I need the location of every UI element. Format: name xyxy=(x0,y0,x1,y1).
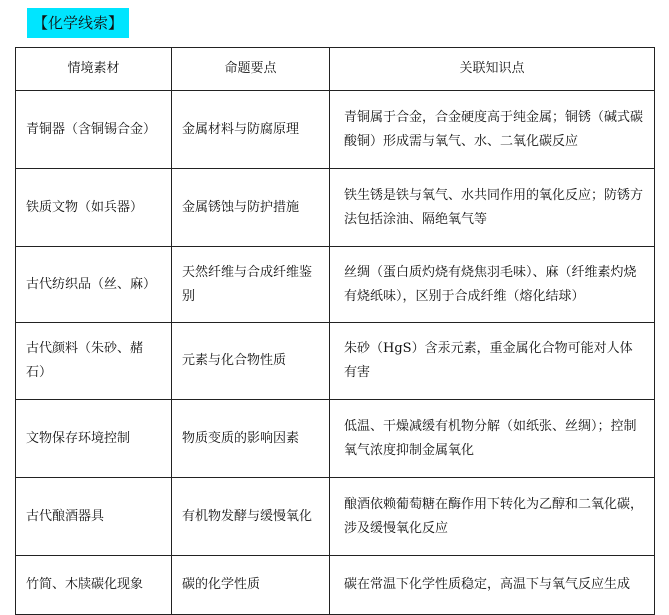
cell-material: 古代颜料（朱砂、赭石） xyxy=(16,323,172,400)
table-row xyxy=(16,400,655,478)
cell-material: 古代酿酒器具 xyxy=(16,478,172,556)
table-row xyxy=(16,91,655,169)
section-heading: 【化学线索】 xyxy=(27,8,129,38)
cell-point: 元素与化合物性质 xyxy=(172,323,330,400)
table-row xyxy=(16,478,655,556)
header-knowledge: 关联知识点 xyxy=(330,48,655,91)
cell-point: 碳的化学性质 xyxy=(172,556,330,615)
header-point: 命题要点 xyxy=(172,48,330,91)
cell-point: 物质变质的影响因素 xyxy=(172,400,330,478)
cell-knowledge: 青铜属于合金，合金硬度高于纯金属；铜锈（碱式碳酸铜）形成需与氧气、水、二氧化碳反应 xyxy=(330,91,655,169)
cell-material: 竹简、木牍碳化现象 xyxy=(16,556,172,615)
cell-material: 古代纺织品（丝、麻） xyxy=(16,247,172,323)
cell-knowledge: 铁生锈是铁与氧气、水共同作用的氧化反应；防锈方法包括涂油、隔绝氧气等 xyxy=(330,169,655,247)
cell-knowledge: 酿酒依赖葡萄糖在酶作用下转化为乙醇和二氧化碳，涉及缓慢氧化反应 xyxy=(330,478,655,556)
knowledge-table xyxy=(15,47,655,615)
cell-knowledge: 碳在常温下化学性质稳定，高温下与氧气反应生成 xyxy=(330,556,655,615)
cell-point: 有机物发酵与缓慢氧化 xyxy=(172,478,330,556)
cell-material: 铁质文物（如兵器） xyxy=(16,169,172,247)
cell-material: 青铜器（含铜锡合金） xyxy=(16,91,172,169)
cell-knowledge: 朱砂（HgS）含汞元素，重金属化合物可能对人体有害 xyxy=(330,323,655,400)
cell-point: 金属材料与防腐原理 xyxy=(172,91,330,169)
cell-knowledge: 低温、干燥减缓有机物分解（如纸张、丝绸）；控制氧气浓度抑制金属氧化 xyxy=(330,400,655,478)
table-row xyxy=(16,323,655,400)
table-header-row xyxy=(16,48,655,91)
cell-point: 金属锈蚀与防护措施 xyxy=(172,169,330,247)
cell-material: 文物保存环境控制 xyxy=(16,400,172,478)
cell-knowledge: 丝绸（蛋白质灼烧有烧焦羽毛味）、麻（纤维素灼烧有烧纸味），区别于合成纤维（熔化结球） xyxy=(330,247,655,323)
cell-point: 天然纤维与合成纤维鉴别 xyxy=(172,247,330,323)
table-row xyxy=(16,247,655,323)
table-row xyxy=(16,556,655,615)
header-material: 情境素材 xyxy=(16,48,172,91)
table-row xyxy=(16,169,655,247)
